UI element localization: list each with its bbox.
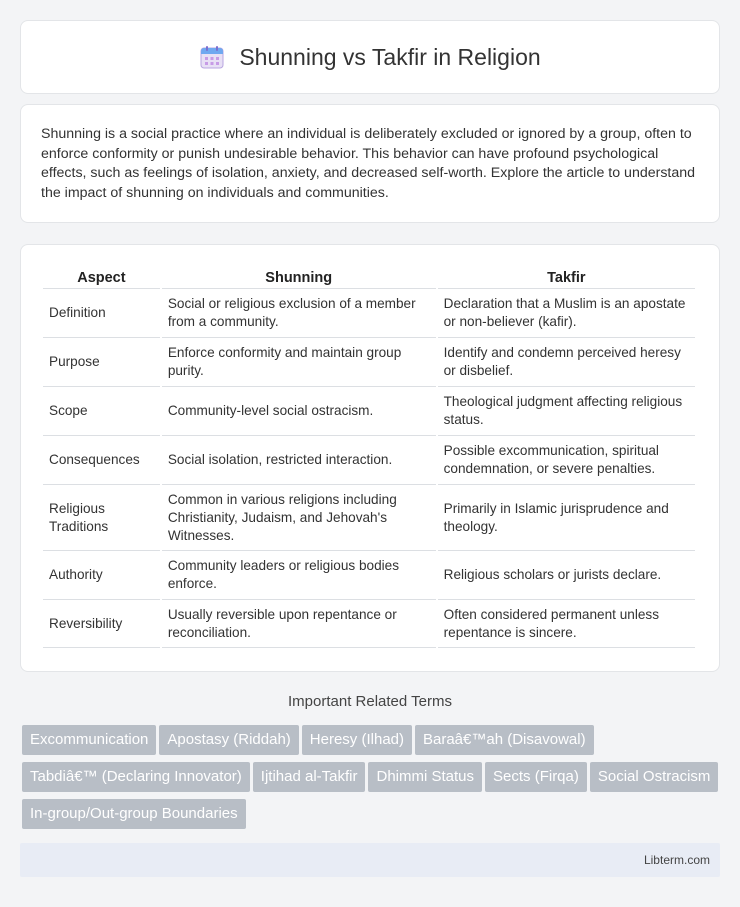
column-header: Shunning xyxy=(265,270,333,286)
takfir-cell: Possible excommunication, spiritual condemnation, or severe penalties. xyxy=(438,435,695,484)
related-term-tag[interactable]: Heresy (Ilhad) xyxy=(302,725,412,755)
related-term-tag[interactable]: In-group/Out-group Boundaries xyxy=(22,799,246,829)
calendar-icon xyxy=(199,44,225,70)
shunning-cell: Community-level social ostracism. xyxy=(162,386,436,435)
related-term-tag[interactable]: Baraâ€™ah (Disavowal) xyxy=(415,725,594,755)
aspect-cell: Definition xyxy=(43,288,160,337)
related-terms-list xyxy=(22,725,722,836)
table-row xyxy=(43,599,695,648)
takfir-cell: Religious scholars or jurists declare. xyxy=(438,550,695,599)
related-term-tag[interactable]: Apostasy (Riddah) xyxy=(159,725,298,755)
table-row xyxy=(43,484,695,550)
related-term-tag[interactable]: Dhimmi Status xyxy=(368,762,482,792)
shunning-cell: Community leaders or religious bodies enforce. xyxy=(162,550,436,599)
takfir-cell: Identify and condemn perceived heresy or disbelief. xyxy=(438,337,695,386)
table-row xyxy=(43,550,695,599)
table-row xyxy=(43,386,695,435)
takfir-cell: Declaration that a Muslim is an apostate or non-believer (kafir). xyxy=(438,288,695,337)
footer-site[interactable]: Libterm.com xyxy=(643,853,710,867)
related-term-tag[interactable]: Ijtihad al-Takfir xyxy=(253,762,366,792)
related-term-tag[interactable]: Excommunication xyxy=(22,725,156,755)
takfir-cell: Primarily in Islamic jurisprudence and theology. xyxy=(438,484,695,550)
shunning-cell: Usually reversible upon repentance or reconciliation. xyxy=(162,599,436,648)
comparison-table-card xyxy=(20,244,720,672)
aspect-cell: Scope xyxy=(43,386,160,435)
column-header: Aspect xyxy=(77,270,126,286)
shunning-cell: Common in various religions including Christianity, Judaism, and Jehovah's Witnesses. xyxy=(162,484,436,550)
column-header: Takfir xyxy=(547,270,586,286)
aspect-cell: Consequences xyxy=(43,435,160,484)
intro-card xyxy=(20,104,720,223)
table-row xyxy=(43,337,695,386)
takfir-cell: Theological judgment affecting religious status. xyxy=(438,386,695,435)
shunning-cell: Social or religious exclusion of a member from a community. xyxy=(162,288,436,337)
aspect-cell: Reversibility xyxy=(43,599,160,648)
table-row xyxy=(43,288,695,337)
page-title: Shunning vs Takfir in Religion xyxy=(239,43,541,70)
takfir-cell: Often considered permanent unless repentance is sincere. xyxy=(438,599,695,648)
related-term-tag[interactable]: Tabdiâ€™ (Declaring Innovator) xyxy=(22,762,250,792)
related-term-tag[interactable]: Sects (Firqa) xyxy=(485,762,587,792)
intro-text: Shunning is a social practice where an individual is deliberately excluded or ignored by a group, often to enforce conformity or punish undesirable behavior. This behavior can have profound psychological effects, such as feelings of isolation, anxiety, and decreased self-worth. Explore the article to understand the impact of shunning on individuals and communities. xyxy=(41,126,696,201)
table-row xyxy=(43,435,695,484)
shunning-cell: Social isolation, restricted interaction. xyxy=(162,435,436,484)
footer xyxy=(20,843,720,877)
related-terms-title: Important Related Terms xyxy=(288,693,452,710)
aspect-cell: Purpose xyxy=(43,337,160,386)
related-term-tag[interactable]: Social Ostracism xyxy=(590,762,719,792)
aspect-cell: Religious Traditions xyxy=(43,484,160,550)
shunning-cell: Enforce conformity and maintain group purity. xyxy=(162,337,436,386)
comparison-table xyxy=(41,267,697,648)
aspect-cell: Authority xyxy=(43,550,160,599)
title-card xyxy=(20,20,720,94)
